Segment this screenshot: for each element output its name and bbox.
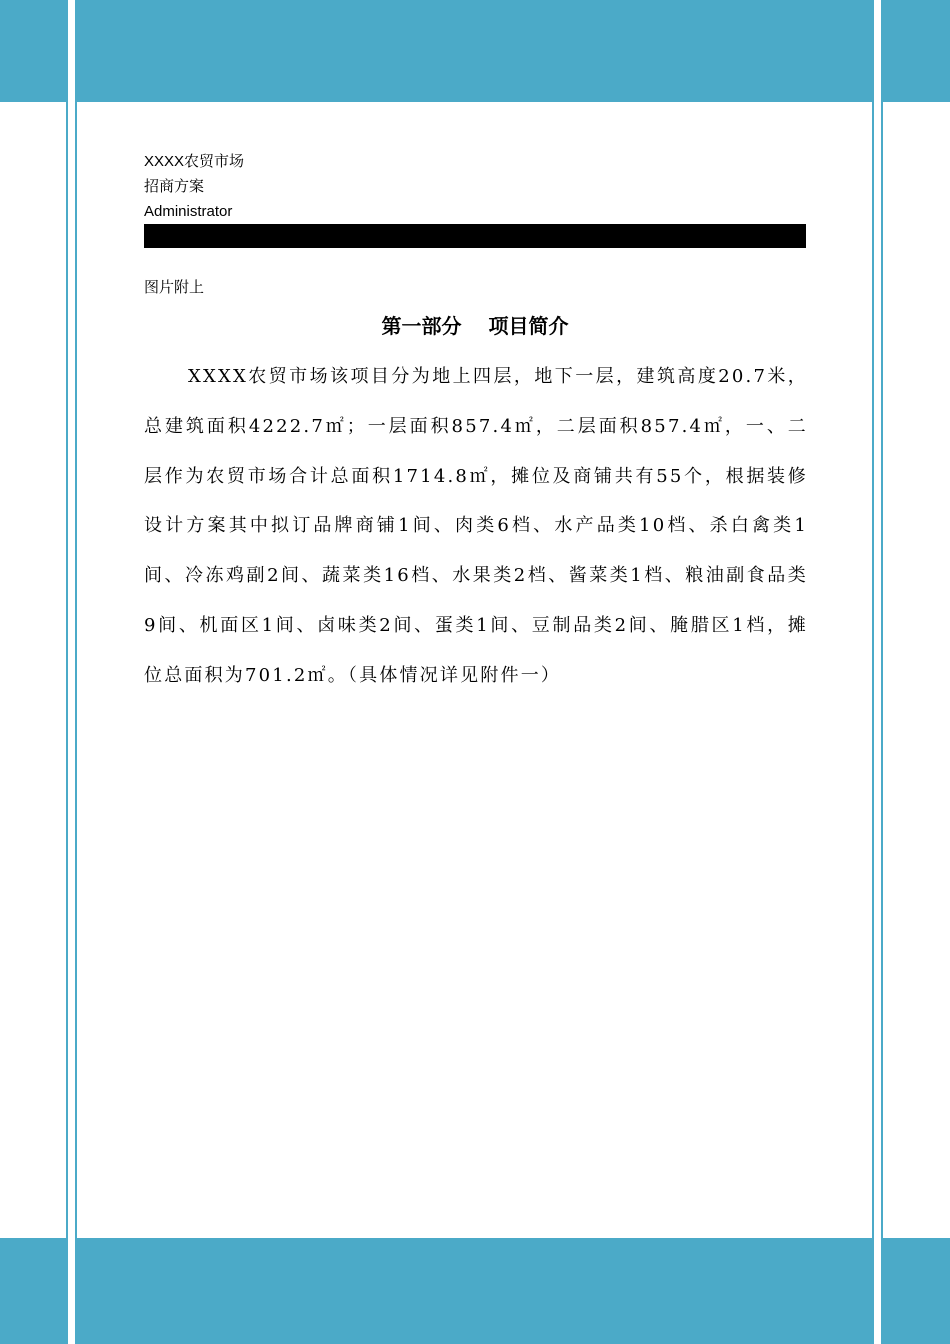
page-border-left-outer bbox=[66, 0, 68, 1344]
header-band-right bbox=[883, 0, 950, 102]
document-author: Administrator bbox=[144, 203, 233, 220]
page-border-right-outer bbox=[881, 0, 883, 1344]
document-subtitle: 招商方案 bbox=[144, 177, 205, 195]
section-heading: 第一部分 项目简介 bbox=[381, 314, 569, 338]
image-note: 图片附上 bbox=[144, 278, 205, 296]
redaction-bar bbox=[144, 224, 806, 248]
page-border-left-inner bbox=[75, 0, 77, 1344]
footer-band-left bbox=[0, 1238, 66, 1344]
page-border-right-inner bbox=[872, 0, 874, 1344]
footer-band bbox=[77, 1238, 872, 1344]
section-paragraph: XXXX农贸市场该项目分为地上四层，地下一层，建筑高度20.7米，总建筑面积4222.7㎡；一层面积857.4㎡，二层面积857.4㎡，一、二层作为农贸市场合计总面积1714.8㎡，摊位及商铺共有55个，根据装修设计方案其中拟订品牌商铺1间、肉类6档、水产品类10档、杀白禽类1间、冷冻鸡副2间、蔬菜类16档、水果类2档、酱菜类1档、粮油副食品类9间、机面区1间、卤味类2间、蛋类1间、豆制品类2间、腌腊区1档，摊位总面积为701.2㎡。（具体情况详见附件一） bbox=[144, 366, 808, 686]
header-band bbox=[77, 0, 872, 102]
footer-band-right bbox=[883, 1238, 950, 1344]
document-title: XXXX农贸市场 bbox=[144, 153, 245, 170]
header-band-left bbox=[0, 0, 66, 102]
